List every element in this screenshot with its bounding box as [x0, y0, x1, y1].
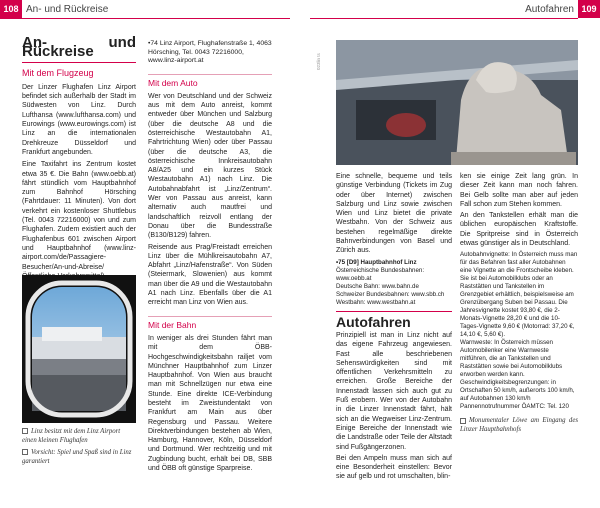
autofahren-paragraph-2: Bei den Ampeln muss man sich auf eine Besonderheit einstellen: Bevor sie auf gelb und rot umschalten, blin-	[336, 454, 452, 481]
photo-ref-icon	[22, 449, 28, 455]
bahn-addresses	[336, 259, 452, 307]
page-number-left: 108	[0, 0, 22, 18]
page-number-right: 109	[578, 0, 600, 18]
section-head-auto: Mit dem Auto	[148, 74, 272, 88]
header-rule-left	[0, 18, 290, 19]
right-column-1	[336, 172, 452, 482]
section-head-bahn: Mit der Bahn	[148, 316, 272, 330]
bullet-pannennotruf: Pannennotrufnummer ÖAMTC: Tel. 120	[460, 403, 569, 411]
header-rule-right	[310, 18, 578, 19]
photo-ref-icon	[22, 428, 28, 434]
info-bullets	[460, 251, 578, 411]
ampel-paragraph: ken sie einige Zeit lang grün. In dieser Zeit kann man noch fahren. Bei Gelb sollte man aber auf jeden Fall schon zum Stehen kommen.	[460, 173, 578, 208]
section-head-autofahren: Autofahren	[336, 313, 411, 330]
addr-db: Deutsche Bahn: www.bahn.de	[336, 282, 419, 290]
lion-statue-image	[336, 40, 578, 165]
caption-airport: Linz besitzt mit dem Linz Airport einen kleinen Flughafen	[22, 428, 121, 444]
flugzeug-paragraph-2: Eine Taxifahrt ins Zentrum kostet etwa 35 €. Die Bahn (www.oebb.at) fährt stündlich vom Hauptbahnhof zum Bahnhof Hörsching (Fahrtdauer: 11 Minuten). Von dort verkehrt ein kostenloser Shuttlebus (Tel. 0043 72216000) von und zum Flughafen. Zudem existiert auch der Flughafenbus 601 zwischen Airport und Hauptbahnhof (www.linz-airport.com/de/Passagiere-Besucher/An-und-Abreise/	[22, 161, 136, 271]
photo-ref-icon	[460, 418, 466, 424]
section-head-flugzeug: Mit dem Flugzeug	[22, 67, 94, 78]
caption-vorsicht: Vorsicht: Spiel und Spaß sind in Linz garantiert	[22, 449, 132, 465]
bullet-geschwindigkeit: Geschwindigkeitsbegrenzungen: in Ortschaften 50 km/h, außerorts 100 km/h, auf Autobahnen 130 km/h	[460, 379, 575, 403]
left-column-2	[148, 40, 272, 473]
addr-oebb: Österreichische Bundesbahnen: www.oebb.at	[336, 266, 425, 282]
tankstellen-paragraph: An den Tankstellen erhält man die üblichen europäischen Kraftstoffe. Die Spritpreise sind in Österreich etwas günstiger als in Deutschland.	[460, 212, 578, 248]
title-rule	[22, 62, 136, 63]
addr-westbahn: Westbahn: www.westbahn.at	[336, 298, 416, 306]
flugzeug-paragraph-1: Der Linzer Flughafen Linz Airport befindet sich außerhalb der Stadt im Südwesten von Linz. Durch Lufthansa (www.lufthansa.com) und Eurowings (www.eurowings.com) ist Linz an die internationalen Drehkreuze Düsseldorf und Frankfurt angebunden.	[22, 83, 136, 156]
bullet-warnweste: Warnweste: In Österreich müssen Automobilenker eine Warnweste mitführen, die an Tankstellen und Raststätten sowie bei Automobilklubs erworben werden kann.	[460, 339, 563, 379]
right-column-2	[460, 172, 578, 434]
page-title: An- und Rückreise	[22, 34, 136, 61]
running-header-left: An- und Rückreise	[26, 4, 109, 15]
right-page	[300, 0, 600, 508]
addr-sbb: Schweizer Bundesbahnen: www.sbb.ch	[336, 290, 445, 298]
running-header-right: Autofahren	[525, 4, 574, 15]
autofahren-rule	[336, 311, 452, 312]
airport-photo	[22, 275, 136, 423]
westbahn-paragraph: Eine schnelle, bequeme und teils günstige Verbindung (Tickets im Zug oder über Internet) zwischen Salzburg und Linz sowie zwischen Wien und Linz bietet die private Westbahn. Von der Schweiz aus bestehen regelmäßige direkte Bahnverbindungen von Basel und Zürich aus.	[336, 173, 452, 255]
left-column-1	[22, 34, 136, 281]
bullet-vignette: Autobahnvignette: In Österreich muss man für das Befahren fast aller Autobahnen eine Vignette an die Frontscheibe kleben. Sie ist bei Automobilklubs oder an Raststätten und Tankstellen im Grenzgebiet erhältlich, beispielsweise am Grenzübergang Suben bei Passau. Die Jahresvignette kostet 93,80 €, die 2-Monats-Vignette 28,20 € und die 10-Tages-Vignette 9,60 € (Motorrad: 37,20 €, 14,10 €, 5,60 €).	[460, 251, 578, 339]
airport-address: •74 Linz Airport, Flughafenstraße 1, 4063 Hörsching, Tel. 0043 72216000, www.linz-airport.at	[148, 40, 272, 64]
lion-photo	[336, 40, 578, 165]
autofahren-paragraph-1: Prinzipiell ist man in Linz nicht auf das eigene Fahrzeug angewiesen. Fast alle beschriebenen Sehenswürdigkeiten sind mit öffentlichen Verkehrsmitteln zu erreichen. Große Bereiche der Innenstadt lassen sich auch gut zu Fuß erobern. Wer von der Autobahn in die Linzer Innenstadt fährt, hält sich an die Wegweiser Linz-Zentrum. Einige Bereiche der Innenstadt wie die Landstraße oder Teile der Altstadt sind Fußgängerzonen.	[336, 331, 452, 451]
auto-paragraph-1: Wer von Deutschland und der Schweiz aus mit dem Auto anreist, kommt entweder über München und Salzburg (über die deutsche A8 und die österreichische Westautobahn A1, Fahrtrichtung Wien) oder über Passau (über die deutsche A3, die österreichische Innkreisautobahn A8/A25 und ein kurzes Stück Westautobahn A1) nach Linz. Die Autobahnabfahrt ist „Linz/Zentrum“. Wer von Passau aus anreist, kann alternativ auch mautfrei und landschaftlich reizvoll entlang der Donau über die Bundesstraße (B130/B129) fahren.	[148, 92, 272, 240]
caption-lion: Monumentaler Löwe am Eingang des Linzer Hauptbahnhofs	[460, 417, 578, 433]
auto-paragraph-2: Reisende aus Prag/Freistadt erreichen Linz über die Mühlkreisautobahn A7, Abfahrt „Linz/Hafenstraße“. Von Süden (Steiermark, Slowenien) aus kommt man über die A9 und die Westautobahn A1 nach Linz. Ebenfalls über die A1 erreicht man Linz von Wien aus.	[148, 243, 272, 307]
airport-window-image	[22, 275, 136, 423]
addr-hauptbahnhof: •75 [D9] Hauptbahnhof Linz	[336, 258, 417, 266]
photo-credit-tag: 023lin ts	[316, 53, 321, 70]
bahn-paragraph: In weniger als drei Stunden fährt man mit dem ÖBB-Hochgeschwindigkeitsbahn railjet vom Münchner Hauptbahnhof zum Linzer Hauptbahnhof. Von Wien aus braucht man mit Schnellzügen nur etwa eine Stunde. Eine direkte ICE-Verbindung besteht im Zweistundentakt von Frankfurt am Main aus über Regensburg und Passau. Weitere Direktverbindungen bestehen ab Wien, Hamburg, Hannover, Köln, Düsseldorf und Dortmund. Wer rechtzeitig und mit Zugbindung bucht, erhält bei DB, SBB und ÖBB oft günstige Sparpreise.	[148, 334, 272, 473]
